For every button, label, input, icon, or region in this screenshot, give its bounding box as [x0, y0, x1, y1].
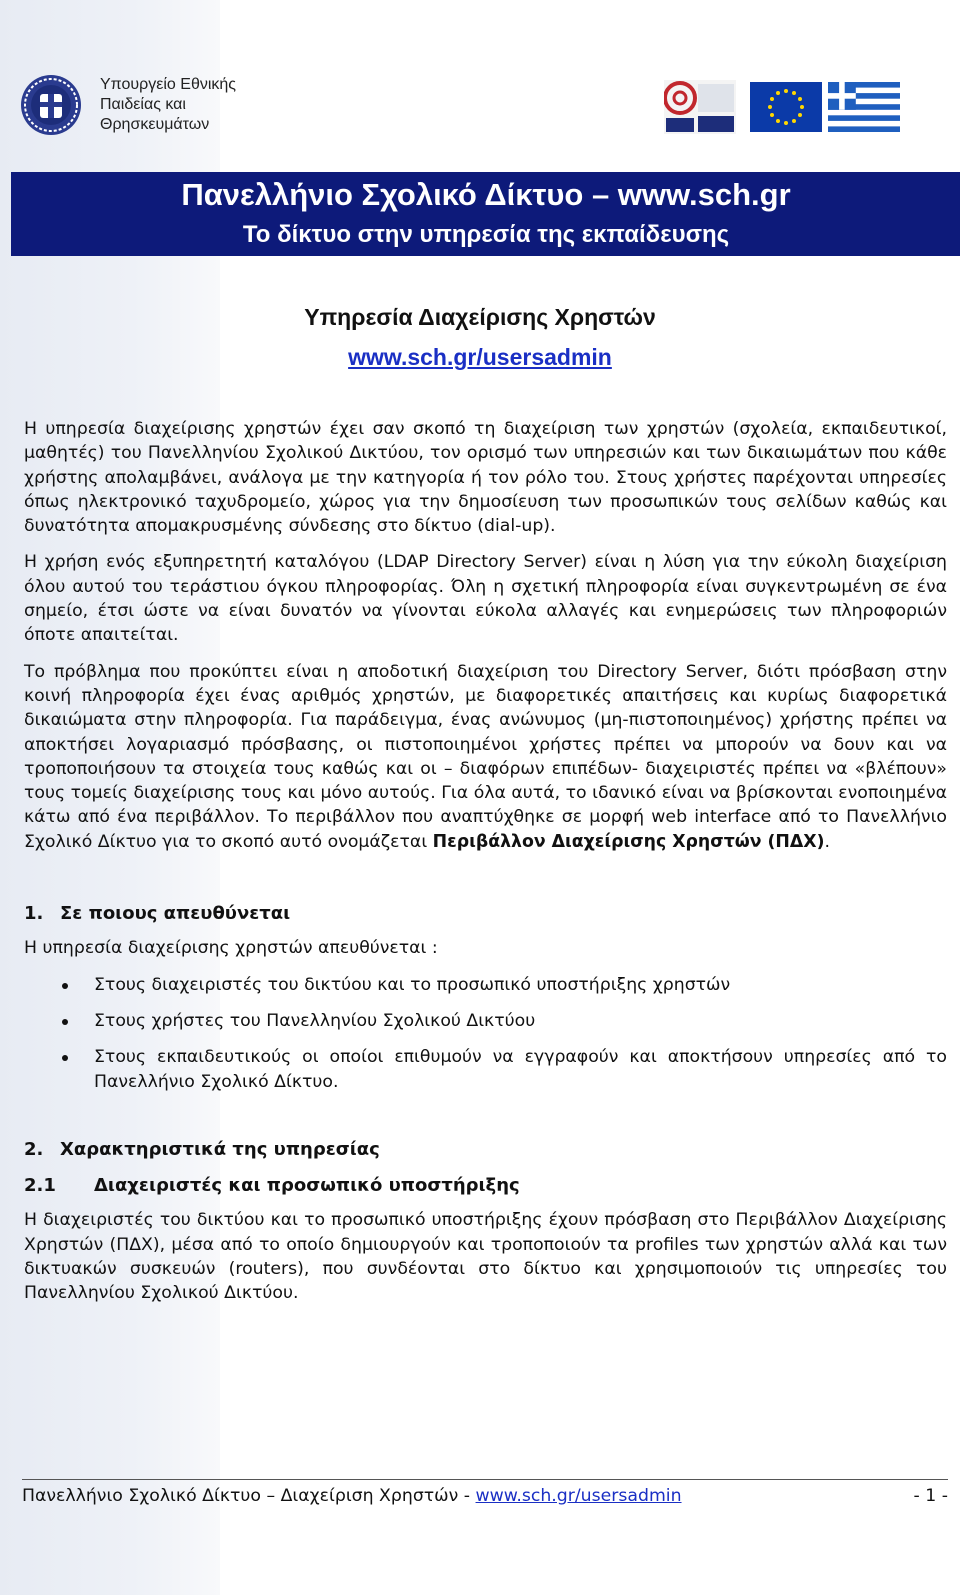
intro-paragraph-3-text: Το πρόβλημα που προκύπτει είναι η αποδοτική διαχείριση του Directory Server, διότι πρόσβαση στην κοινή πληροφορία έχει ένας αριθμός χρηστών, με διαφορετικές απαιτήσεις και κυρίως διαφορετικά δικαιώματα στην πληροφορία. Για παράδειγμα, ένας ανώνυμος (μη-πιστοποιημένος) χρήστης πρέπει να αποκτήσει λογαριασμό πρόσβασης, οι πιστοποιημένοι χρήστες πρέπει να μπορούν να δουν και να τροποποιήσουν τα στοιχεία τους καθώς και οι – διαφόρων επιπέδων- διαχειριστές πρέπει να «βλέπουν» τους τομείς διαχείρισης τους και μόνο αυτούς. Για όλα αυτά, το ιδανικό είναι να βρίσκονται ενοποιημένα κάτω από ένα περιβάλλον. Το περιβάλλον που αναπτύχθηκε σε μορφή web interface από το Πανελλήνιο Σχολικό Δίκτυο για το σκοπό αυτό ονομάζεται: [24, 661, 947, 852]
banner-title: Πανελλήνιο Σχολικό Δίκτυο – www.sch.gr: [181, 177, 791, 212]
intro-paragraph-2: Η χρήση ενός εξυπηρετητή καταλόγου (LDAP Directory Server) είναι η λύση για την εύκολη διαχείριση όλου αυτού του τεράστιου όγκου πληροφορίας. Όλη η σχετική πληροφορία είναι συγκεντρωμένη σε ένα σημείο, έτσι ώστε να είναι δυνατόν να γίνονται εύκολα αλλαγές και ενημερώσεις των πληροφοριών όποτε απαιτείται.: [24, 552, 947, 646]
audience-list: [24, 973, 947, 1094]
subsection-title: Διαχειριστές και προσωπικό υποστήριξης: [94, 1175, 520, 1197]
bullet-icon: [62, 1019, 68, 1025]
bullet-icon: [62, 983, 68, 989]
section-number: 2.: [24, 1138, 44, 1160]
section-1-heading: [24, 902, 947, 926]
footer-link[interactable]: www.sch.gr/usersadmin: [475, 1486, 682, 1506]
section-1-lead: Η υπηρεσία διαχείρισης χρηστών απευθύνεται :: [24, 938, 438, 959]
list-item: [24, 1009, 947, 1033]
bullet-icon: [62, 1055, 68, 1061]
ministry-name: [100, 75, 236, 135]
section-2-1-paragraph: Η διαχειριστές του δικτύου και το προσωπικό υποστήριξης έχουν πρόσβαση στο Περιβάλλον Διαχείρισης Χρηστών (ΠΔΧ), μέσα από το οποίο δημιουργούν και τροποποιούν τα profiles των χρηστών αλλά και των δικτυακών συσκευών (routers), που συνδέονται στο δίκτυο και χρησιμοποιούν τις υπηρεσίες του Πανελληνίου Σχολικού Δικτύου.: [24, 1210, 947, 1304]
pdx-term: Περιβάλλον Διαχείρισης Χρηστών (ΠΔΧ): [432, 831, 825, 852]
list-item-text: Στους χρήστες του Πανελληνίου Σχολικού Δικτύου: [94, 1010, 536, 1031]
section-2-heading: [24, 1138, 947, 1162]
footer-text-row: [22, 1486, 682, 1506]
list-item-text: Στους διαχειριστές του δικτύου και το προσωπικό υποστήριξης χρηστών: [94, 974, 731, 995]
greek-seal-icon: [20, 74, 82, 136]
ministry-header: [20, 74, 236, 136]
page-footer: [22, 1479, 948, 1506]
greek-flag-icon: [828, 82, 900, 132]
service-link[interactable]: www.sch.gr/usersadmin: [348, 344, 612, 370]
intro-paragraph-1: Η υπηρεσία διαχείρισης χρηστών έχει σαν σκοπό τη διαχείριση των χρηστών (σχολεία, εκπαιδευτικοί, μαθητές) του Πανελληνίου Σχολικού Δικτύου, τον ορισμό των υπηρεσιών και των δικαιωμάτων που κάθε χρήστης απολαμβάνει, ανάλογα με την κατηγορία ή τον ρόλο του. Στους χρήστες παρέχονται υπηρεσίες όπως ηλεκτρονικό ταχυδρομείο, χώρος για την δημοσίευση των προσωπικών τους σελίδων καθώς και δυνατότητα απομακρυσμένης σύνδεσης στο δίκτυο (dial-up).: [24, 419, 947, 537]
ministry-line: Παιδείας και: [100, 96, 186, 113]
banner-subtitle: Το δίκτυο στην υπηρεσία της εκπαίδευσης: [242, 221, 730, 248]
section-2-1-heading: [24, 1174, 947, 1198]
subsection-number: 2.1: [24, 1175, 56, 1197]
section-number: 1.: [24, 903, 44, 925]
page-number: - 1 -: [913, 1486, 948, 1506]
service-link-row: [0, 344, 960, 371]
service-title: Υπηρεσία Διαχείρισης Χρηστών: [304, 304, 656, 330]
list-item: [24, 973, 947, 997]
list-item: [24, 1045, 947, 1094]
sch-at-logo-icon: [664, 80, 736, 134]
title-banner: [11, 172, 960, 256]
section-title: Χαρακτηριστικά της υπηρεσίας: [60, 1138, 380, 1160]
ministry-line: Θρησκευμάτων: [100, 116, 210, 133]
list-item-text: Στους εκπαιδευτικούς οι οποίοι επιθυμούν να εγγραφούν και αποκτήσουν υπηρεσίες από το Πανελλήνιο Σχολικό Δίκτυο.: [94, 1047, 947, 1092]
intro-paragraph-3: [24, 660, 947, 854]
section-title: Σε ποιους απευθύνεται: [60, 903, 291, 925]
intro-paragraph-3-end: .: [824, 831, 830, 852]
eu-flag-icon: [750, 82, 822, 132]
footer-text: Πανελλήνιο Σχολικό Δίκτυο – Διαχείριση Χρηστών -: [22, 1486, 476, 1506]
partner-logos: [664, 80, 900, 134]
ministry-line: Υπουργείο Εθνικής: [100, 76, 236, 93]
document-body: [24, 417, 947, 1318]
